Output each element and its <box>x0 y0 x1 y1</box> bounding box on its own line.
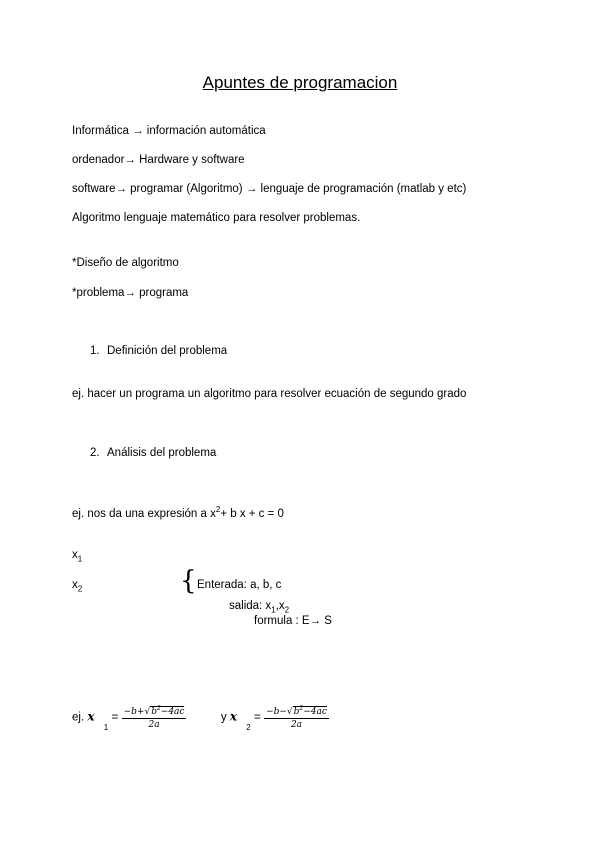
formula-ej-label: ej. <box>72 711 85 724</box>
formula-x2-var: x <box>229 709 237 724</box>
formula-numerator-2 <box>264 705 329 719</box>
radicand-1-b: b <box>151 707 157 717</box>
root-x2-var: x <box>72 579 78 591</box>
intro-line-informatica: Informática → información automática <box>72 125 266 137</box>
radicand-2 <box>293 706 327 717</box>
numerator-2-prefix: −b− <box>266 707 287 717</box>
radicand-2-b: b <box>293 707 300 717</box>
radicand-1 <box>150 706 184 717</box>
formula-denominator-2: 2a <box>290 720 303 730</box>
formula-x1-var: x <box>87 709 95 724</box>
left-brace-icon: { <box>180 566 197 596</box>
radicand-2-rest: −4ac <box>303 707 327 717</box>
sqrt-icon: √ <box>286 707 293 717</box>
formula-x2-sub: 2 <box>246 722 251 732</box>
formula-x1-sub: 1 <box>103 722 109 732</box>
formula-fraction-1 <box>122 705 187 730</box>
expression-exponent: 2 <box>215 505 221 514</box>
step-1-example: ej. hacer un programa un algoritmo para resolver ecuación de segundo grado <box>72 388 467 400</box>
expression-prefix: ej. nos da una expresión a x <box>72 507 216 520</box>
radicand-2-exp: 2 <box>299 705 304 712</box>
formula-numerator-1 <box>122 705 187 719</box>
root-x1 <box>72 549 82 563</box>
expression-line <box>72 505 284 520</box>
root-x1-var: x <box>72 549 78 561</box>
root-x1-sub: 1 <box>77 554 83 564</box>
step-2-label: Análisis del problema <box>107 447 217 459</box>
intro-line-software: software→ programar (Algoritmo) → lenguaje de programación (matlab y etc) <box>72 183 467 195</box>
bullet-diseno: *Diseño de algoritmo <box>72 257 179 269</box>
bullet-problema: *problema→ programa <box>72 287 189 299</box>
salida-label: salida: x <box>229 600 272 612</box>
root-x2-sub: 2 <box>77 584 83 594</box>
step-2-number: 2. <box>90 447 100 459</box>
radicand-1-exp: 2 <box>156 705 161 712</box>
formula-fraction-2 <box>264 705 329 730</box>
page-title: Apuntes de programacion <box>202 73 398 92</box>
formula-denominator-1: 2a <box>148 720 160 730</box>
formula-y-label: y <box>220 711 227 724</box>
salida-sub1: 1 <box>271 605 276 615</box>
salida-sep: ,x <box>275 600 285 612</box>
root-x2 <box>72 579 82 593</box>
numerator-1-prefix: −b+ <box>123 707 145 717</box>
radicand-1-rest: −4ac <box>160 707 185 717</box>
quadratic-formula-line <box>72 705 329 730</box>
expression-suffix: + b x + c = 0 <box>220 507 284 520</box>
sqrt-icon: √ <box>144 707 151 717</box>
analysis-entrada: Enterada: a, b, c <box>197 579 282 591</box>
formula-eq-2: = <box>253 709 261 724</box>
salida-sub2: 2 <box>284 605 290 615</box>
analysis-formula: formula : E→ S <box>254 615 332 627</box>
analysis-salida <box>229 600 289 614</box>
step-1-label: Definición del problema <box>107 345 228 357</box>
intro-line-ordenador: ordenador→ Hardware y software <box>72 154 245 166</box>
formula-eq-1: = <box>111 709 119 724</box>
step-1-number: 1. <box>90 345 100 357</box>
intro-line-algoritmo: Algoritmo lenguaje matemático para resolver problemas. <box>72 212 361 224</box>
